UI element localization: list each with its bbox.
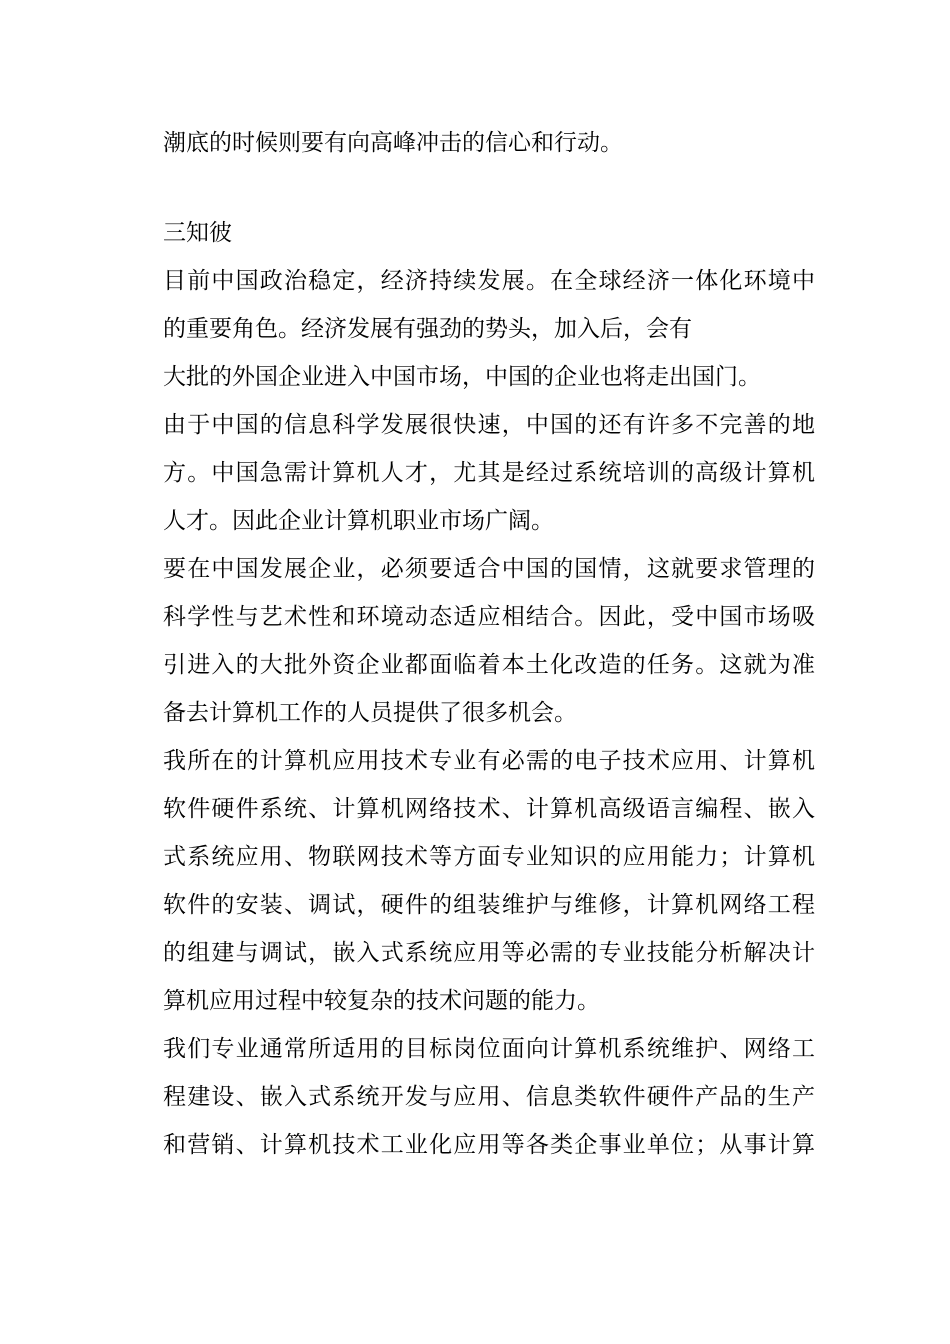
paragraph-line: 要在中国发展企业，必须要适合中国的国情，这就要求管理的 [163,556,815,582]
paragraph-line: 的重要角色。经济发展有强劲的势头，加入后，会有 [163,316,692,342]
document-body [163,119,815,1169]
paragraph-1 [163,257,815,401]
paragraph-line: 我所在的计算机应用技术专业有必需的电子技术应用、计算机 [163,748,815,774]
paragraph-2 [163,401,815,545]
paragraph-line: 方。中国急需计算机人才，尤其是经过系统培训的高级计算机 [163,460,815,486]
paragraph-line: 程建设、嵌入式系统开发与应用、信息类软件硬件产品的生产 [163,1084,815,1110]
paragraph-5 [163,1025,815,1169]
section-heading: 三知彼 [163,220,232,246]
paragraph-line: 式系统应用、物联网技术等方面专业知识的应用能力；计算机 [163,844,815,870]
paragraph-line: 算机应用过程中较复杂的技术问题的能力。 [163,988,600,1014]
paragraph-line: 引进入的大批外资企业都面临着本土化改造的任务。这就为准 [163,652,815,678]
paragraph-gap [163,167,815,209]
paragraph-line: 目前中国政治稳定，经济持续发展。在全球经济一体化环境中 [163,268,815,294]
paragraph-4 [163,737,815,1025]
paragraph-line: 我们专业通常所适用的目标岗位面向计算机系统维护、网络工 [163,1036,815,1062]
paragraph-line: 软件硬件系统、计算机网络技术、计算机高级语言编程、嵌入 [163,796,815,822]
intro-line: 潮底的时候则要有向高峰冲击的信心和行动。 [163,130,623,156]
paragraph-line: 人才。因此企业计算机职业市场广阔。 [163,508,554,534]
paragraph-line: 软件的安装、调试，硬件的组装维护与维修，计算机网络工程 [163,892,815,918]
paragraph-line: 科学性与艺术性和环境动态适应相结合。因此，受中国市场吸 [163,604,815,630]
paragraph-line: 由于中国的信息科学发展很快速，中国的还有许多不完善的地 [163,412,815,438]
paragraph-line: 大批的外国企业进入中国市场，中国的企业也将走出国门。 [163,364,761,390]
paragraph-line: 的组建与调试，嵌入式系统应用等必需的专业技能分析解决计 [163,940,815,966]
paragraph-line: 和营销、计算机技术工业化应用等各类企事业单位；从事计算 [163,1132,815,1158]
paragraph-3 [163,545,815,737]
paragraph-line: 备去计算机工作的人员提供了很多机会。 [163,700,577,726]
